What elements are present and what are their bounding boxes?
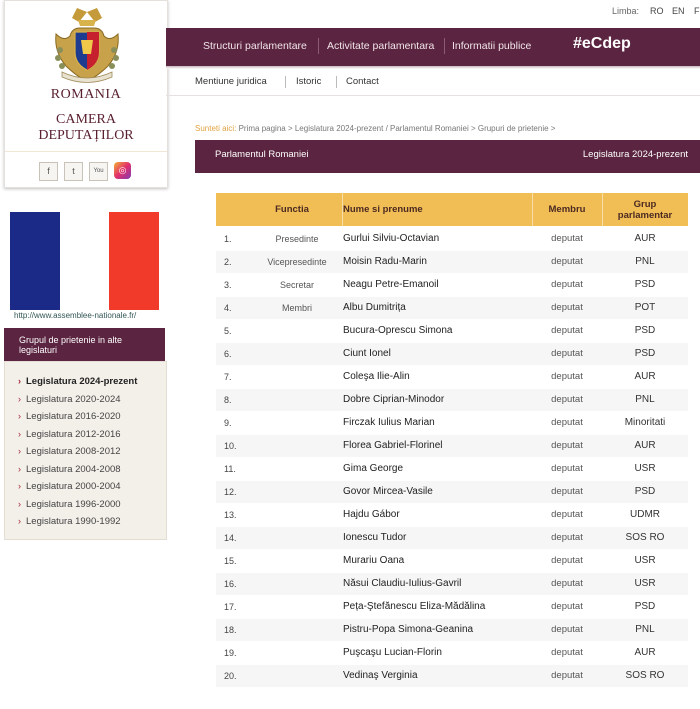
breadcrumb-prefix: Sunteti aici: <box>195 124 237 133</box>
instagram-icon[interactable]: ◎ <box>114 162 131 179</box>
table-row <box>216 389 688 411</box>
sidebar-item-legislatura[interactable] <box>18 481 121 492</box>
table-row <box>216 435 688 457</box>
member-name-link[interactable]: Albu Dumitrița <box>343 302 406 313</box>
section-banner <box>195 140 700 173</box>
member-type-cell: deputat <box>551 670 583 681</box>
member-type-cell: deputat <box>551 624 583 635</box>
member-type-cell: deputat <box>551 532 583 543</box>
group-cell: USR <box>634 578 656 589</box>
sidebar-item-legislatura[interactable] <box>18 394 121 405</box>
assemblee-nationale-link[interactable]: http://www.assemblee-nationale.fr/ <box>14 311 137 320</box>
sidebar-item-label: Legislatura 1990-1992 <box>26 516 121 527</box>
member-type-cell: deputat <box>551 486 583 497</box>
nav-activitate-parlamentara[interactable]: Activitate parlamentara <box>327 40 435 52</box>
group-cell: PSD <box>634 279 656 290</box>
chevron-right-icon: › <box>18 411 21 421</box>
member-name-link[interactable]: Pistru-Popa Simona-Geanina <box>343 624 474 635</box>
function-cell <box>242 458 352 480</box>
institution-line-1: CAMERA <box>56 112 116 127</box>
member-name-link[interactable]: Vedinaş Verginia <box>343 670 418 681</box>
member-type-cell: deputat <box>551 279 583 290</box>
group-cell: PNL <box>635 394 655 405</box>
nav-divider <box>444 38 445 54</box>
subnav-divider-line <box>166 95 700 96</box>
function-cell <box>242 573 352 595</box>
language-label: Limba: <box>612 6 640 16</box>
table-row <box>216 596 688 618</box>
chevron-right-icon: › <box>18 463 21 474</box>
member-type-cell: deputat <box>551 417 583 428</box>
table-row <box>216 412 688 434</box>
chevron-right-icon: › <box>18 446 21 456</box>
table-row <box>216 228 688 250</box>
member-name-link[interactable]: Florea Gabriel-Florinel <box>343 440 443 451</box>
main-navigation <box>166 28 700 66</box>
breadcrumb-path[interactable]: Prima pagina > Legislatura 2024-prezent / Parlamentul Romaniei > Grupuri de prietenie > <box>238 124 556 133</box>
institution-name <box>5 112 167 144</box>
member-type-cell: deputat <box>551 256 583 267</box>
member-name-link[interactable]: Gurlui Silviu-Octavian <box>343 233 440 244</box>
group-cell: PNL <box>635 624 655 635</box>
sidebar-item-label: Legislatura 2020-2024 <box>26 393 121 405</box>
group-cell: UDMR <box>630 509 660 520</box>
sidebar-item-legislatura[interactable] <box>18 516 121 527</box>
function-cell: Presedinte <box>275 234 319 244</box>
member-name-link[interactable]: Moisin Radu-Marin <box>343 256 427 267</box>
row-number: 6. <box>224 349 232 359</box>
table-row <box>216 343 688 365</box>
row-number: 18. <box>224 625 237 635</box>
member-name-link[interactable]: Dobre Ciprian-Minodor <box>343 394 445 405</box>
table-row <box>216 504 688 526</box>
secondary-navigation <box>166 69 700 95</box>
row-number: 2. <box>224 257 232 267</box>
row-number: 7. <box>224 372 232 382</box>
row-number: 12. <box>224 487 237 497</box>
table-row <box>216 573 688 595</box>
member-type-cell: deputat <box>551 578 583 589</box>
member-name-link[interactable]: Ionescu Tudor <box>343 532 407 543</box>
table-row <box>216 550 688 572</box>
institution-line-2: DEPUTAȚILOR <box>38 128 134 143</box>
sidebar-item-label: Legislatura 2012-2016 <box>26 428 121 440</box>
group-cell: AUR <box>634 233 656 244</box>
flag-stripe-white <box>60 212 109 310</box>
flag-stripe-red <box>109 212 159 310</box>
language-ro-link[interactable]: RO <box>650 6 664 16</box>
row-number: 13. <box>224 510 237 520</box>
function-cell <box>242 435 352 457</box>
chevron-right-icon: › <box>18 498 21 509</box>
function-cell <box>242 481 352 503</box>
member-type-cell: deputat <box>551 325 583 336</box>
function-cell <box>242 366 352 388</box>
function-cell <box>242 504 352 526</box>
member-type-cell: deputat <box>551 233 583 244</box>
member-name-link[interactable]: Năsui Claudiu-Iulius-Gavril <box>343 578 462 589</box>
function-cell: Membri <box>281 303 312 313</box>
table-row <box>216 251 688 273</box>
member-name-link[interactable]: Peța-Ştefănescu Eliza-Mădălina <box>343 601 486 612</box>
subnav-contact[interactable]: Contact <box>346 76 379 87</box>
group-cell: SOS RO <box>625 670 665 681</box>
member-type-cell: deputat <box>551 647 583 658</box>
table-row <box>216 642 688 664</box>
youtube-icon[interactable]: You <box>89 162 108 181</box>
ecdep-link[interactable]: #eCdep <box>573 35 631 52</box>
sidebar-item-label: Legislatura 1996-2000 <box>26 498 121 510</box>
group-cell: AUR <box>634 647 656 658</box>
row-number: 3. <box>224 280 232 290</box>
chevron-right-icon: › <box>18 428 21 439</box>
table-row <box>216 481 688 503</box>
row-number: 1. <box>224 234 232 244</box>
function-cell <box>242 389 352 411</box>
group-cell: PNL <box>635 256 655 267</box>
header-function: Functia <box>275 204 309 215</box>
banner-parliament-title: Parlamentul Romaniei <box>215 149 309 160</box>
member-type-cell: deputat <box>551 509 583 520</box>
group-cell: SOS RO <box>625 532 665 543</box>
member-type-cell: deputat <box>551 440 583 451</box>
function-cell <box>242 527 352 549</box>
row-number: 19. <box>224 648 237 658</box>
sidebar-item-label: Legislatura 2004-2008 <box>26 463 121 475</box>
group-cell: PSD <box>634 601 656 612</box>
table-row <box>216 458 688 480</box>
header-member: Membru <box>548 204 586 215</box>
sidebar-item-label: Legislatura 2008-2012 <box>26 446 121 457</box>
sidebar-item-legislatura[interactable] <box>18 429 121 440</box>
table-header <box>216 193 688 226</box>
sidebar-header <box>4 328 165 361</box>
member-name-link[interactable]: Firczak Iulius Marian <box>343 417 435 428</box>
subnav-divider <box>285 76 286 88</box>
group-cell: USR <box>634 463 656 474</box>
nav-divider <box>318 38 319 54</box>
row-number: 16. <box>224 579 237 589</box>
function-cell: Secretar <box>279 280 314 290</box>
chevron-right-icon: › <box>18 393 21 404</box>
member-type-cell: deputat <box>551 302 583 313</box>
table-row <box>216 665 688 687</box>
header-group-line-1: Grup <box>633 198 657 210</box>
row-number: 20. <box>224 671 237 681</box>
sidebar-item-label: Legislatura 2000-2004 <box>26 481 121 492</box>
language-en-link[interactable]: EN <box>672 6 685 16</box>
sidebar-item-legislatura[interactable] <box>18 376 137 387</box>
function-cell <box>242 320 352 342</box>
flag-stripe-blue <box>10 212 60 310</box>
member-type-cell: deputat <box>551 394 583 405</box>
member-type-cell: deputat <box>551 348 583 359</box>
member-name-link[interactable]: Gima George <box>343 463 404 474</box>
row-number: 17. <box>224 602 237 612</box>
function-cell: Vicepresedinte <box>267 257 327 267</box>
member-name-link[interactable]: Coleşa Ilie-Alin <box>343 371 410 382</box>
row-number: 15. <box>224 556 237 566</box>
member-name-link[interactable]: Bucura-Oprescu Simona <box>343 325 453 336</box>
function-cell <box>242 412 352 434</box>
row-number: 4. <box>224 303 232 313</box>
logo-divider <box>5 151 167 152</box>
coat-of-arms-logo[interactable] <box>48 6 126 86</box>
table-row <box>216 619 688 641</box>
france-flag-image <box>10 212 159 310</box>
function-cell <box>242 550 352 572</box>
member-name-link[interactable]: Neagu Petre-Emanoil <box>343 279 439 290</box>
sidebar-item-legislatura[interactable] <box>18 446 121 457</box>
function-cell <box>242 596 352 618</box>
row-number: 14. <box>224 533 237 543</box>
member-name-link[interactable]: Ciunt Ionel <box>343 348 391 359</box>
twitter-icon[interactable]: t <box>64 162 83 181</box>
member-name-link[interactable]: Govor Mircea-Vasile <box>343 486 433 497</box>
group-cell: AUR <box>634 440 656 451</box>
sidebar-item-label: Legislatura 2016-2020 <box>26 411 121 422</box>
member-type-cell: deputat <box>551 601 583 612</box>
banner-legislature: Legislatura 2024-prezent <box>582 149 688 160</box>
nav-informatii-publice[interactable]: Informatii publice <box>452 40 532 52</box>
chevron-right-icon: › <box>18 516 21 526</box>
subnav-mentiune-juridica[interactable]: Mentiune juridica <box>195 76 267 87</box>
member-name-link[interactable]: Hajdu Gábor <box>343 509 400 520</box>
sidebar-item-legislatura[interactable] <box>18 411 121 422</box>
row-number: 8. <box>224 395 232 405</box>
group-cell: USR <box>634 555 656 566</box>
row-number: 5. <box>224 326 232 336</box>
group-cell: POT <box>634 302 656 313</box>
sidebar-item-label: Legislatura 2024-prezent <box>26 376 138 387</box>
row-number: 10. <box>224 441 237 451</box>
sidebar-legislature-list <box>4 361 167 540</box>
chevron-right-icon: › <box>18 376 21 386</box>
subnav-divider <box>336 76 337 88</box>
header-group <box>602 193 688 226</box>
member-type-cell: deputat <box>551 463 583 474</box>
member-name-link[interactable]: Murariu Oana <box>343 555 405 566</box>
member-type-cell: deputat <box>551 555 583 566</box>
group-cell: PSD <box>634 348 656 359</box>
member-name-link[interactable]: Puşcaşu Lucian-Florin <box>343 647 442 658</box>
function-cell <box>242 642 352 664</box>
breadcrumb <box>195 124 555 133</box>
group-cell: PSD <box>634 486 656 497</box>
row-number: 9. <box>224 418 232 428</box>
function-cell <box>242 619 352 641</box>
logo-card <box>4 0 168 188</box>
header-group-line-2: parlamentar <box>617 209 673 221</box>
chevron-right-icon: › <box>18 481 21 491</box>
table-row <box>216 527 688 549</box>
sidebar-title: Grupul de prietenie in alte legislaturi <box>19 335 123 355</box>
subnav-istoric[interactable]: Istoric <box>296 76 322 87</box>
group-cell: Minoritati <box>624 417 666 428</box>
table-row <box>216 274 688 296</box>
function-cell <box>242 343 352 365</box>
group-cell: PSD <box>634 325 656 336</box>
language-fr-link[interactable]: F <box>694 6 700 16</box>
table-row <box>216 297 688 319</box>
table-row <box>216 320 688 342</box>
member-type-cell: deputat <box>551 371 583 382</box>
table-row <box>216 366 688 388</box>
facebook-icon[interactable]: f <box>39 162 58 181</box>
group-cell: AUR <box>634 371 656 382</box>
country-name: ROMANIA <box>50 87 122 102</box>
row-number: 11. <box>224 464 236 474</box>
header-name: Nume si prenume <box>343 204 423 215</box>
nav-structuri-parlamentare[interactable]: Structuri parlamentare <box>203 40 307 52</box>
function-cell <box>242 665 352 687</box>
sidebar-item-legislatura[interactable] <box>18 464 121 475</box>
sidebar-item-legislatura[interactable] <box>18 499 121 510</box>
